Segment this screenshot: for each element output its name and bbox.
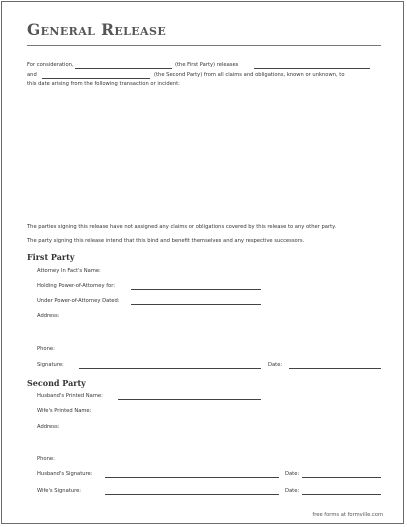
husband-signature-label: Husband's Signature:	[37, 471, 93, 477]
binding-clause: The party signing this release intend that this bind and benefit themselves and any respective successors.	[27, 238, 305, 244]
title-divider	[27, 45, 381, 46]
wife-date-label: Date:	[285, 488, 300, 494]
husband-date-field[interactable]	[302, 477, 381, 478]
transaction-description-area[interactable]	[27, 92, 381, 93]
second-party-phone-label: Phone:	[37, 456, 55, 462]
power-dated-field[interactable]	[131, 304, 261, 305]
attorney-name-label: Attorney In Fact's Name:	[37, 268, 101, 274]
first-party-signature-label: Signature:	[37, 362, 64, 368]
first-party-address-label: Address:	[37, 313, 60, 319]
intro-transaction-label: this date arising from the following transaction or incident:	[27, 81, 180, 87]
power-for-field[interactable]	[131, 289, 261, 290]
wife-date-field[interactable]	[302, 494, 381, 495]
wife-signature-label: Wife's Signature:	[37, 488, 82, 494]
consideration-field[interactable]	[75, 68, 172, 69]
second-party-name-field[interactable]	[42, 78, 150, 79]
intro-and-label: and	[27, 72, 37, 78]
second-party-heading: Second Party	[27, 378, 86, 388]
wife-name-label: Wife's Printed Name:	[37, 408, 92, 414]
power-for-label: Holding Power-of-Attorney for:	[37, 283, 115, 289]
intro-second-party-label: (the Second Party) from all claims and obligations, known or unknown, to	[154, 72, 345, 78]
first-party-signature-field[interactable]	[79, 368, 261, 369]
first-party-date-label: Date:	[268, 362, 283, 368]
husband-signature-field[interactable]	[105, 477, 279, 478]
husband-date-label: Date:	[285, 471, 300, 477]
no-assignment-clause: The parties signing this release have not assigned any claims or obligations covered by this release to any other party.	[27, 224, 337, 230]
intro-consideration-label: For consideration,	[27, 62, 74, 68]
husband-name-label: Husband's Printed Name:	[37, 393, 103, 399]
second-party-address-label: Address:	[37, 424, 60, 430]
wife-signature-field[interactable]	[105, 494, 279, 495]
footer-note: free forms at formville.com	[312, 512, 383, 518]
husband-name-field[interactable]	[118, 399, 261, 400]
intro-first-party-label: (the First Party) releases	[175, 62, 239, 68]
document-page	[1, 1, 404, 524]
first-party-date-field[interactable]	[289, 368, 381, 369]
first-party-phone-label: Phone:	[37, 346, 55, 352]
power-dated-label: Under Power-of-Attorney Dated:	[37, 298, 120, 304]
first-party-name-field[interactable]	[254, 68, 370, 69]
first-party-heading: First Party	[27, 252, 75, 262]
document-title: General Release	[27, 20, 167, 39]
